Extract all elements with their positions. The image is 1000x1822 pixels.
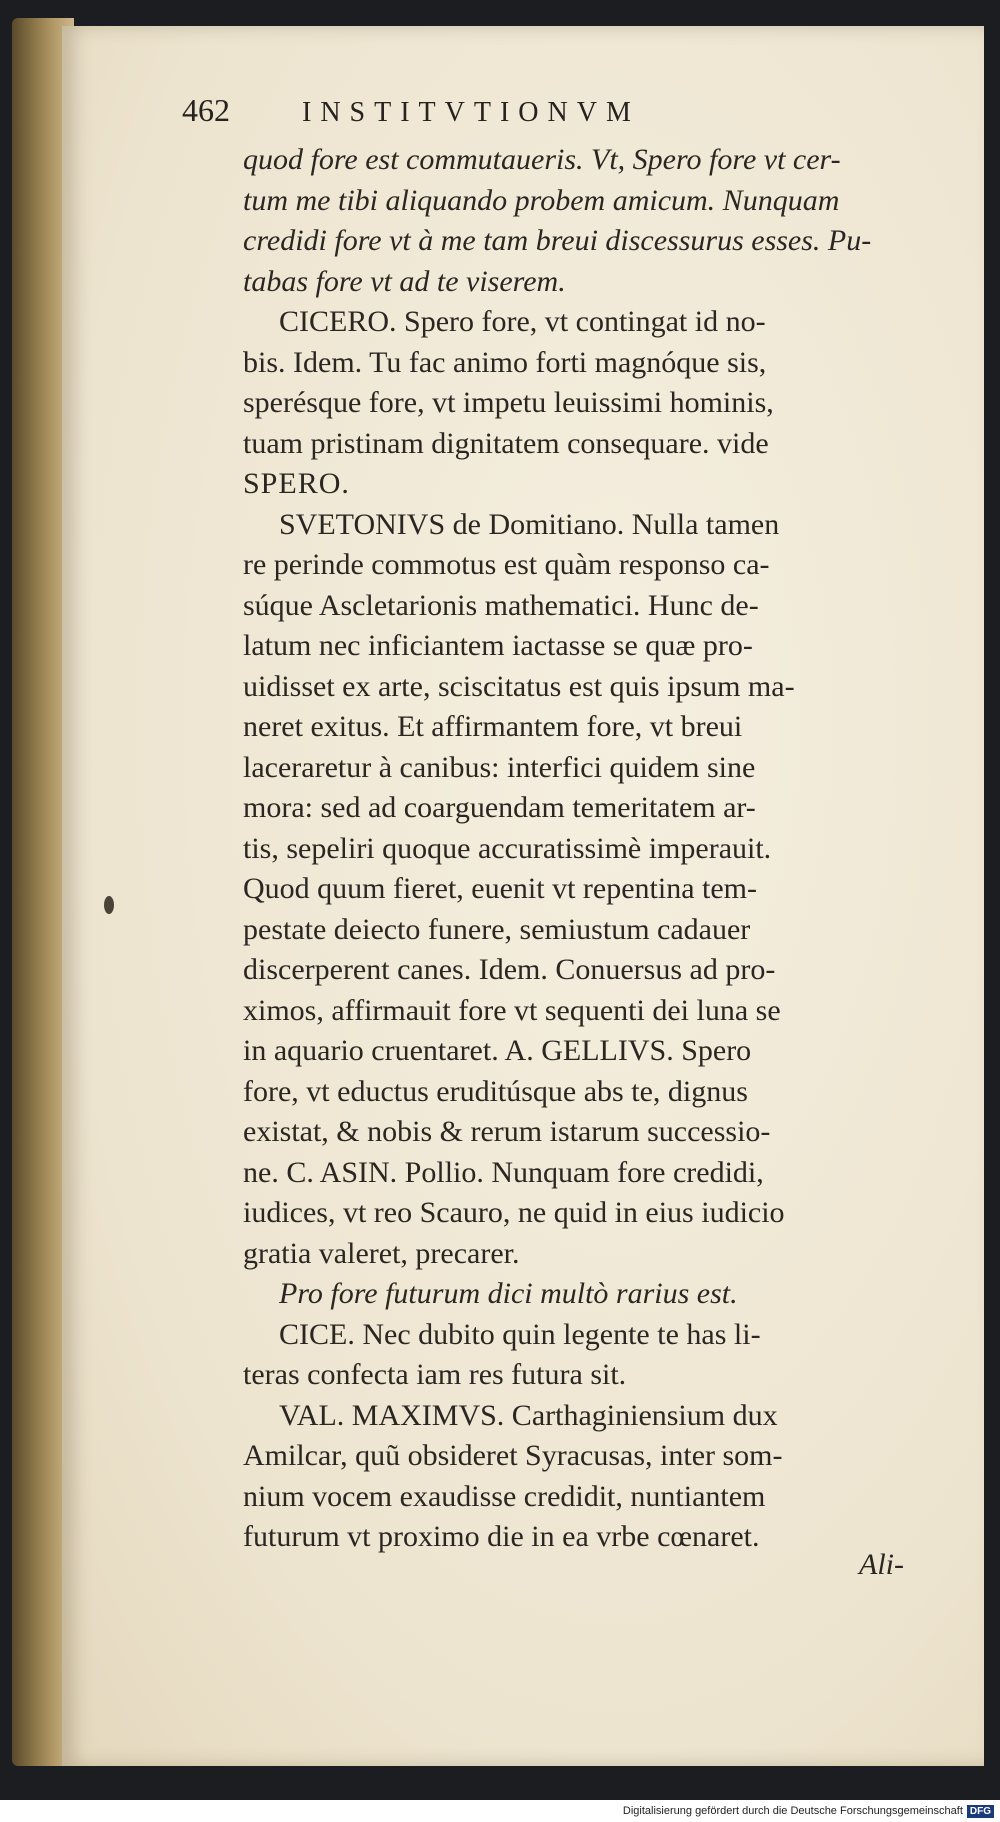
ink-smudge bbox=[104, 896, 114, 914]
text-line: laceraretur à canibus: interfici quidem sine bbox=[243, 750, 756, 784]
text-line: neret exitus. Et affirmantem fore, vt breui bbox=[243, 710, 743, 743]
text-line: existat, & nobis & rerum istarum successio- bbox=[243, 1115, 771, 1148]
page-header bbox=[182, 92, 822, 136]
text-line: gratia valeret, precarer. bbox=[243, 1236, 520, 1270]
text-line: in aquario cruentaret. A. GELLIVS. Spero bbox=[243, 1034, 752, 1067]
text-line: Amilcar, quũ obsideret Syracusas, inter som- bbox=[243, 1439, 783, 1472]
text-line: ne. C. ASIN. Pollio. Nunquam fore credidi, bbox=[243, 1155, 764, 1189]
text-line: iudices, vt reo Scauro, ne quid in eius iudicio bbox=[243, 1196, 785, 1229]
text-line: súque Ascletarionis mathematici. Hunc de- bbox=[243, 588, 759, 622]
text-line: VAL. MAXIMVS. Carthaginiensium dux bbox=[279, 1398, 778, 1432]
text-line: quod fore est commutaueris. Vt, Spero fore vt cer- bbox=[243, 143, 841, 176]
text-line: Pro fore futurum dici multò rarius est. bbox=[279, 1277, 738, 1310]
text-line: CICE. Nec dubito quin legente te has li- bbox=[279, 1317, 761, 1351]
text-line: pestate deiecto funere, semiustum cadauer bbox=[243, 912, 751, 946]
page-number: 462 bbox=[182, 92, 230, 128]
text-line: discerperent canes. Idem. Conuersus ad pro- bbox=[243, 953, 776, 986]
catchword: Ali- bbox=[859, 1548, 904, 1581]
text-line: bis. Idem. Tu fac animo forti magnóque sis, bbox=[243, 345, 767, 379]
text-line: sperésque fore, vt impetu leuissimi hominis, bbox=[243, 386, 774, 419]
text-line: SPERO. bbox=[243, 467, 350, 500]
text-line: nium vocem exaudisse credidit, nuntiantem bbox=[243, 1479, 766, 1513]
text-line: SVETONIVS de Domitiano. Nulla tamen bbox=[279, 507, 780, 541]
text-line: teras confecta iam res futura sit. bbox=[243, 1358, 627, 1391]
text-line: credidi fore vt à me tam breui discessurus esses. Pu- bbox=[243, 224, 872, 257]
digitization-credit-bar bbox=[0, 1800, 1000, 1822]
text-line: latum nec inficiantem iactasse se quæ pro- bbox=[243, 629, 753, 662]
text-line: tuam pristinam dignitatem consequare. vide bbox=[243, 426, 769, 460]
credit-text: Digitalisierung gefördert durch die Deutsche Forschungsgemeinschaft bbox=[622, 1805, 963, 1817]
text-line: mora: sed ad coarguendam temeritatem ar- bbox=[243, 791, 756, 824]
text-line: futurum vt proximo die in ea vrbe cœnaret. bbox=[243, 1520, 760, 1553]
text-line: fore, vt eductus eruditúsque abs te, dignus bbox=[243, 1074, 748, 1108]
dfg-logo: DFG bbox=[967, 1805, 994, 1818]
text-line: ximos, affirmauit fore vt sequenti dei luna se bbox=[243, 993, 781, 1027]
text-line: uidisset ex arte, sciscitatus est quis ipsum ma- bbox=[243, 669, 795, 703]
text-line: CICERO. Spero fore, vt contingat id no- bbox=[279, 305, 766, 338]
text-line: re perinde commotus est quàm responso ca- bbox=[243, 548, 770, 581]
running-head: INSTITVTIONVM bbox=[302, 97, 640, 128]
text-line: tum me tibi aliquando probem amicum. Nunquam bbox=[243, 183, 840, 217]
page-body bbox=[243, 140, 913, 1558]
text-line: Quod quum fieret, euenit vt repentina tem- bbox=[243, 872, 757, 905]
text-line: tabas fore vt ad te viserem. bbox=[243, 264, 566, 298]
text-line: tis, sepeliri quoque accuratissimè imperauit. bbox=[243, 831, 772, 865]
